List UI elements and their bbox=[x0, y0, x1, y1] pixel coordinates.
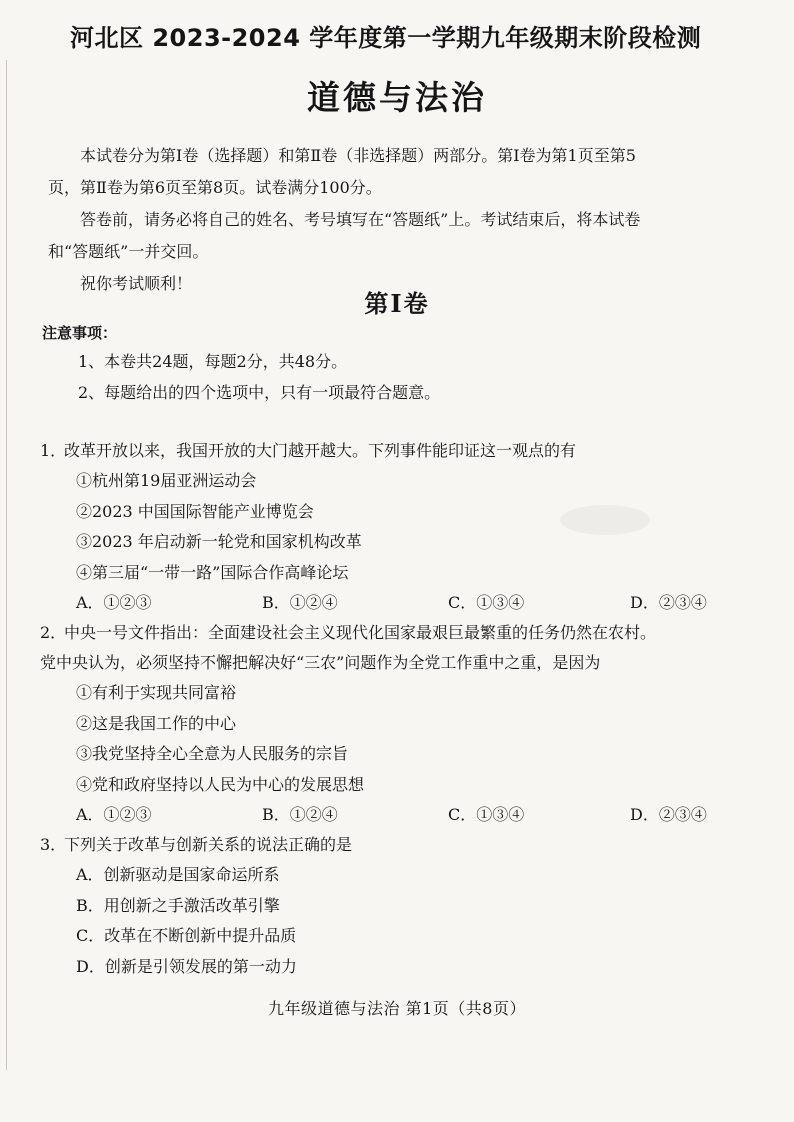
question-2 bbox=[40, 618, 790, 830]
option-d: D．②③④ bbox=[630, 805, 707, 824]
question-3 bbox=[40, 830, 790, 982]
notes-title: 注意事项： bbox=[42, 324, 118, 342]
question-stem: 下列关于改革与创新关系的说法正确的是 bbox=[64, 835, 353, 854]
question-1 bbox=[40, 436, 790, 618]
question-stem: 中央一号文件指出：全面建设社会主义现代化国家最艰巨最繁重的任务仍然在农村。 bbox=[64, 623, 657, 642]
exam-title: 河北区 2023-2024 学年度第一学期九年级期末阶段检测 bbox=[70, 24, 702, 52]
intro-line: 祝你考试顺利！ bbox=[80, 274, 193, 293]
statement-item: ③2023 年启动新一轮党和国家机构改革 bbox=[76, 532, 362, 551]
option-a: A．①②③ bbox=[76, 593, 152, 612]
option-b: B．①②④ bbox=[262, 593, 338, 612]
page-footer: 九年级道德与法治 第1页（共8页） bbox=[268, 999, 526, 1018]
intro-line: 页，第Ⅱ卷为第6页至第8页。试卷满分100分。 bbox=[48, 178, 382, 197]
statement-item: ④第三届“一带一路”国际合作高峰论坛 bbox=[76, 562, 349, 582]
subject-title: 道德与法治 bbox=[307, 78, 487, 117]
statement-item: ③我党坚持全心全意为人民服务的宗旨 bbox=[76, 744, 349, 763]
exam-instructions bbox=[48, 140, 788, 300]
question-number: 3． bbox=[40, 835, 67, 854]
intro-line: 本试卷分为第Ⅰ卷（选择题）和第Ⅱ卷（非选择题）两部分。第Ⅰ卷为第1页至第5 bbox=[80, 146, 636, 165]
volume-title: 第Ⅰ卷 bbox=[364, 289, 430, 318]
statement-item: ②2023 中国国际智能产业博览会 bbox=[76, 501, 314, 521]
statement-item: ④党和政府坚持以人民为中心的发展思想 bbox=[76, 774, 365, 794]
option-a: A．创新驱动是国家命运所系 bbox=[76, 865, 280, 884]
question-number: 2． bbox=[40, 623, 67, 642]
option-d: D．创新是引领发展的第一动力 bbox=[76, 956, 297, 976]
option-c: C．①③④ bbox=[448, 805, 525, 824]
page-edge-line bbox=[6, 60, 7, 1070]
option-c: C．①③④ bbox=[448, 593, 525, 612]
question-list bbox=[40, 436, 790, 982]
statement-item: ①杭州第19届亚洲运动会 bbox=[76, 471, 257, 490]
option-a: A．①②③ bbox=[76, 805, 152, 824]
notes-list bbox=[78, 346, 440, 408]
option-b: B．用创新之手激活改革引擎 bbox=[76, 895, 280, 915]
intro-line: 答卷前，请务必将自己的姓名、考号填写在“答题纸”上。考试结束后，将本试卷 bbox=[80, 210, 641, 229]
note-item: 2、每题给出的四个选项中，只有一项最符合题意。 bbox=[78, 383, 441, 402]
answer-options bbox=[40, 800, 790, 830]
answer-options bbox=[40, 588, 790, 618]
statement-item: ①有利于实现共同富裕 bbox=[76, 683, 237, 702]
question-stem-continued: 党中央认为，必须坚持不懈把解决好“三农”问题作为全党工作重中之重，是因为 bbox=[40, 653, 601, 672]
intro-line: 和“答题纸”一并交回。 bbox=[48, 242, 209, 261]
question-stem: 改革开放以来，我国开放的大门越开越大。下列事件能印证这一观点的有 bbox=[64, 441, 577, 460]
option-d: D．②③④ bbox=[630, 593, 707, 612]
question-number: 1． bbox=[40, 441, 67, 460]
option-b: B．①②④ bbox=[262, 805, 338, 824]
note-item: 1、本卷共24题，每题2分，共48分。 bbox=[78, 352, 348, 371]
statement-item: ②这是我国工作的中心 bbox=[76, 713, 237, 733]
option-c: C．改革在不断创新中提升品质 bbox=[76, 926, 297, 945]
